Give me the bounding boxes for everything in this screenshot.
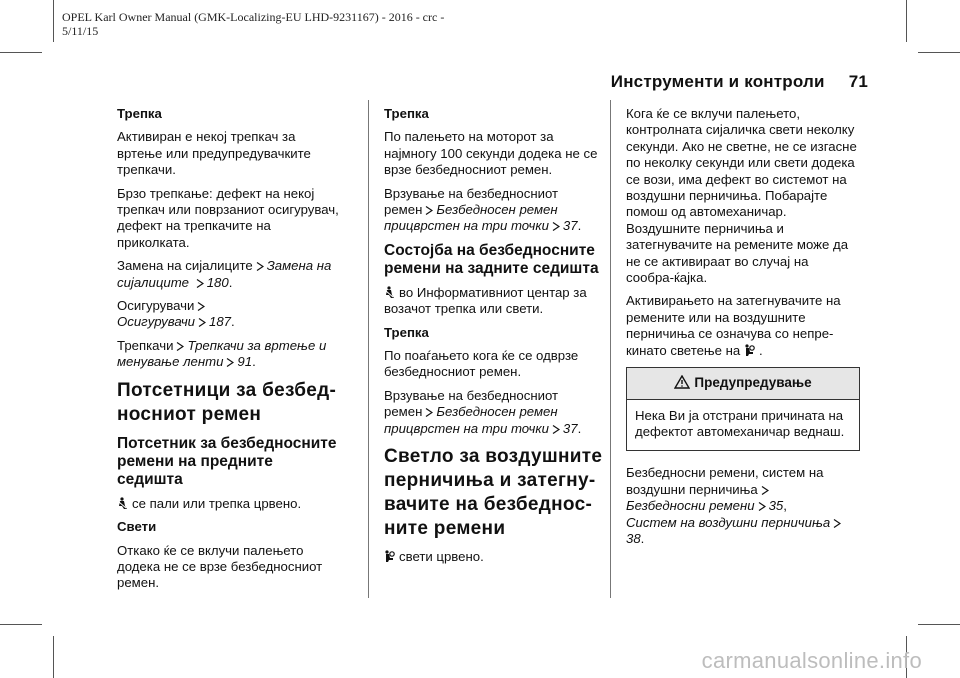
- paragraph: Брзо трепкање: дефект на некој трепкач или поврзаниот осигурувач, дефект на трепкачите на приколката.: [117, 185, 339, 250]
- watermark: carmanualsonline.info: [701, 648, 922, 673]
- text: Осигурувачи: [117, 298, 195, 314]
- paragraph: По поаѓањето кога ќе се одврзе безбедносниот ремен.: [384, 348, 579, 380]
- warning-header: [627, 368, 859, 399]
- subsection-heading: Состојба на безбедносните ремени на задните седишта: [384, 241, 599, 277]
- subheading-trepka: Трепка: [384, 106, 429, 121]
- text: Врзување на безбедносниот: [384, 185, 559, 201]
- crop-mark: [53, 0, 54, 42]
- airbag-warning-icon: [744, 344, 755, 357]
- document-header: [62, 10, 582, 38]
- header-line-2: 5/11/15: [62, 24, 99, 38]
- paragraph: Активиран е некој трепкач за вртење или предупредувачките трепкачи.: [117, 129, 311, 178]
- page-ref-arrow-icon: [226, 358, 234, 367]
- page-ref-arrow-icon: [198, 318, 206, 327]
- text: ремен: [384, 202, 423, 218]
- text: ремен: [384, 404, 423, 420]
- paragraph-with-ref: Безбедносни ремени, систем на воздушни перничиња Безбедносни ремени 35, Систем на воздушни перничиња38.: [626, 465, 860, 547]
- paragraph: Активирањето на затегнувачите на ремените или на воздушните перничиња се означува со непре-кинато светење на .: [626, 293, 841, 358]
- cross-reference-arrow-icon: [197, 302, 205, 311]
- subheading-sveti: Свети: [117, 519, 157, 535]
- paragraph: Откако ќе се вклучи палењето додека не се врзе безбедносниот ремен.: [117, 542, 323, 591]
- cross-reference-link[interactable]: Безбедносен ремен прицврстен на три точки: [384, 202, 558, 234]
- text: воздушни перничиња: [626, 481, 758, 497]
- crop-mark: [0, 624, 42, 625]
- crop-mark: [0, 52, 42, 53]
- section-heading: Светло за воздушните перничиња и затегну-вачите на безбеднос-ните ремени: [384, 446, 603, 540]
- warning-triangle-icon: [674, 375, 690, 389]
- page-reference[interactable]: 91: [237, 354, 253, 370]
- paragraph-with-ref: Осигурувачи Осигурувачи 187.: [117, 298, 235, 330]
- section-title: Инструменти и контроли: [610, 72, 825, 91]
- paragraph: [117, 496, 341, 512]
- text: се пали или трепка црвено.: [132, 495, 302, 511]
- paragraph: По палењето на моторот за најмногу 100 секунди додека не се врзе безбедносниот ремен.: [384, 129, 598, 178]
- paragraph: Кога ќе се вклучи палењето, контролната сијаличка свети неколку секунди. Ако не светне, не се изгасне по неколку секунди или свети додека се вози, има дефект во системот на воздушни перничиња. Побарајте помош од автомеханичар. Воздушните перничиња и затегнувачите на ремените може да не се активираат во случај на сообра-ќајка.: [626, 106, 857, 286]
- cross-reference-arrow-icon: [256, 262, 264, 271]
- paragraph-with-ref: Врзување на безбедносниот ремен Безбедносен ремен прицврстен на три точки 37.: [384, 387, 582, 436]
- paragraph: [384, 285, 608, 318]
- subsection-heading: Потсетник за безбедносните ремени на предните седишта: [117, 434, 337, 488]
- page-reference[interactable]: 37: [562, 420, 578, 436]
- cross-reference-link[interactable]: Безбедносни ремени: [626, 498, 755, 514]
- text: Безбедносни ремени, систем на: [626, 465, 824, 481]
- airbag-warning-icon: [384, 550, 395, 563]
- page-reference[interactable]: 35: [768, 498, 784, 514]
- warning-body: Нека Ви ја отстрани причината на дефектот автомеханичар веднаш.: [635, 407, 845, 439]
- page-reference[interactable]: 37: [562, 218, 578, 234]
- column-2: [384, 106, 608, 573]
- warning-box: [626, 367, 860, 451]
- section-heading: Потсетници за безбед-носниот ремен: [117, 379, 337, 425]
- page-ref-arrow-icon: [552, 425, 560, 434]
- column-divider: [610, 100, 611, 598]
- paragraph: [384, 549, 608, 565]
- paragraph-with-ref: Врзување на безбедносниот ремен Безбедносен ремен прицврстен на три точки 37.: [384, 185, 582, 234]
- cross-reference-arrow-icon: [425, 206, 433, 215]
- column-3: [626, 106, 860, 554]
- seat-belt-reminder-icon: [384, 286, 395, 299]
- cross-reference-arrow-icon: [761, 486, 769, 495]
- running-title: [611, 72, 868, 92]
- text: Трепкачи: [117, 337, 174, 353]
- crop-mark: [918, 52, 960, 53]
- paragraph-with-ref: Замена на сијалиците Замена на сијалиците 180.: [117, 258, 332, 290]
- header-line-1: OPEL Karl Owner Manual (GMK-Localizing-EU LHD-9231167) - 2016 - crc -: [62, 10, 445, 24]
- page-reference[interactable]: 180: [206, 274, 229, 290]
- cross-reference-arrow-icon: [425, 408, 433, 417]
- text: во Информативниот центар за возачот трепка или свети.: [384, 284, 587, 317]
- page-ref-arrow-icon: [833, 519, 841, 528]
- warning-title: Предупредување: [694, 375, 812, 391]
- page-ref-arrow-icon: [196, 279, 204, 288]
- cross-reference-link[interactable]: Систем на воздушни перничиња: [626, 514, 831, 530]
- page-number: 71: [848, 72, 868, 91]
- paragraph-with-ref: Трепкачи Трепкачи за вртење и менување ленти 91.: [117, 337, 327, 370]
- page-ref-arrow-icon: [758, 502, 766, 511]
- seat-belt-reminder-icon: [117, 497, 128, 510]
- column-divider: [368, 100, 369, 598]
- crop-mark: [53, 636, 54, 678]
- text: Активирањето на затегнувачите на ремените или на воздушните перничиња се означува со непре-кинато светење на: [626, 293, 841, 358]
- page-reference[interactable]: 187: [208, 314, 231, 330]
- cross-reference-link[interactable]: Замена на сијалиците: [117, 258, 332, 290]
- text: Замена на сијалиците: [117, 258, 253, 274]
- crop-mark: [906, 0, 907, 42]
- cross-reference-link[interactable]: Безбедносен ремен прицврстен на три точки: [384, 404, 558, 436]
- page-reference[interactable]: 38: [626, 530, 641, 546]
- crop-mark: [918, 624, 960, 625]
- text: свети црвено.: [399, 549, 484, 565]
- cross-reference-link[interactable]: Осигурувачи: [117, 314, 195, 330]
- subheading-trepka: Трепка: [117, 106, 162, 121]
- cross-reference-arrow-icon: [176, 342, 184, 351]
- column-1: [117, 106, 341, 599]
- text: Врзување на безбедносниот: [384, 387, 559, 403]
- page-ref-arrow-icon: [552, 222, 560, 231]
- subheading-trepka: Трепка: [384, 324, 429, 340]
- cross-reference-link[interactable]: Трепкачи за вртење и менување ленти: [117, 337, 327, 370]
